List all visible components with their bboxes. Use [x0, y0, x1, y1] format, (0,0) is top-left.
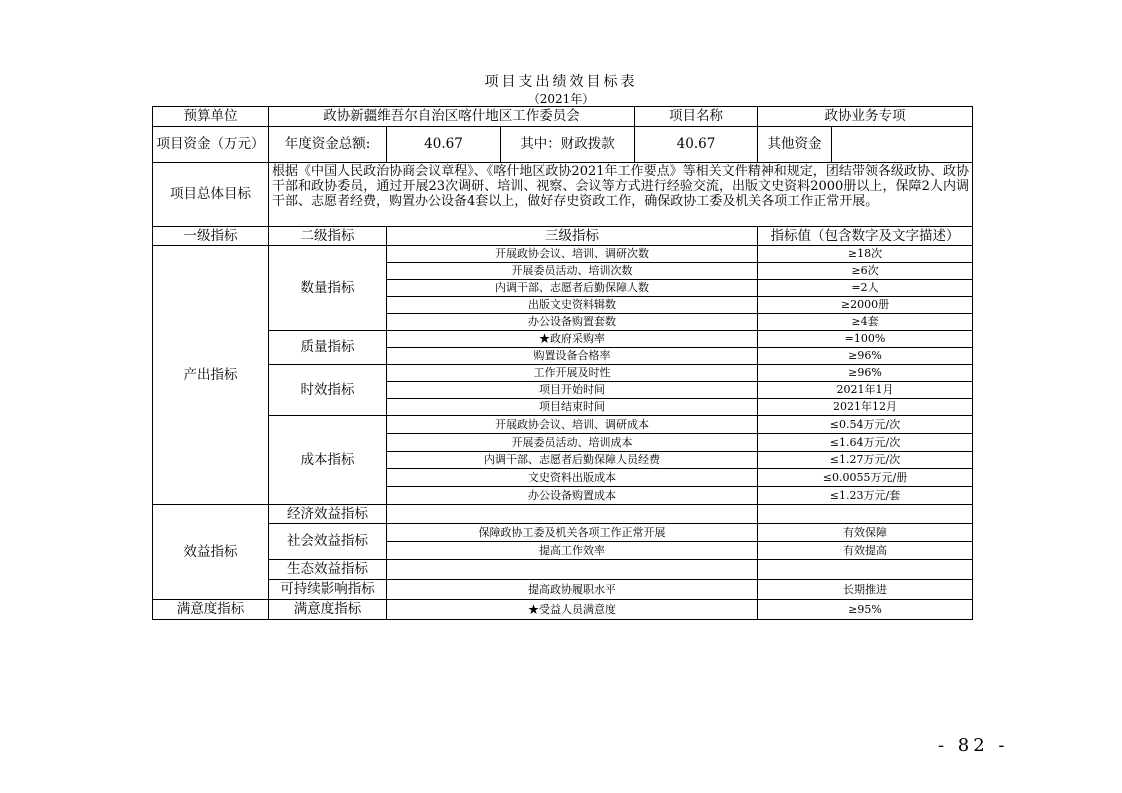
timeliness-indicator-label: 时效指标 [269, 365, 387, 416]
indicator-name: ★政府采购率 [387, 331, 758, 348]
indicator-value: 有效提高 [758, 542, 973, 560]
indicator-value: ≤0.0055万元/册 [758, 469, 973, 487]
indicator-name [387, 505, 758, 524]
overall-goal-text: 根据《中国人民政治协商会议章程》、《喀什地区政协2021年工作要点》等相关文件精神和规定，团结带领各级政协、政协干部和政协委员，通过开展23次调研、培训、视察、会议等方式进行经验交流，出版文史资料2000册以上，保障2人内调干部、志愿者经费，购置办公设备4套以上，做好存史资政工作，确保政协工委及机关各项工作正常开展。 [269, 163, 973, 227]
indicator-value: =2人 [758, 280, 973, 297]
document-title: 项目支出绩效目标表 [484, 74, 638, 90]
performance-table [152, 106, 973, 620]
indicator-value: ≤1.27万元/次 [758, 452, 973, 469]
indicator-name: 项目结束时间 [387, 399, 758, 416]
indicator-value: ≥95% [758, 600, 973, 620]
indicator-name: 提高工作效率 [387, 542, 758, 560]
indicator-value: ≥18次 [758, 246, 973, 263]
quantity-indicator-label: 数量指标 [269, 246, 387, 331]
satisfaction-sub-label: 满意度指标 [269, 600, 387, 620]
document-year: （2021年） [527, 92, 595, 106]
social-benefit-label: 社会效益指标 [269, 524, 387, 560]
fiscal-funds-label: 其中：财政拨款 [501, 127, 635, 163]
indicator-value: ≤1.64万元/次 [758, 434, 973, 452]
indicator-value: ≤1.23万元/套 [758, 487, 973, 505]
indicator-value: =100% [758, 331, 973, 348]
indicator-name: 项目开始时间 [387, 382, 758, 399]
ecological-benefit-label: 生态效益指标 [269, 560, 387, 580]
indicator-value: 长期推进 [758, 580, 973, 600]
col-level3: 三级指标 [387, 227, 758, 246]
project-name-value: 政协业务专项 [758, 107, 973, 127]
other-funds-value [832, 127, 973, 163]
indicator-value: ≥96% [758, 348, 973, 365]
indicator-name: 内调干部、志愿者后勤保障人员经费 [387, 452, 758, 469]
indicator-value: ≥2000册 [758, 297, 973, 314]
funds-label: 项目资金（万元） [153, 127, 269, 163]
page-number: - 82 - [938, 735, 1009, 756]
indicator-name: 文史资料出版成本 [387, 469, 758, 487]
indicator-name: 办公设备购置成本 [387, 487, 758, 505]
indicator-value: 2021年1月 [758, 382, 973, 399]
indicator-value [758, 505, 973, 524]
indicator-name: 保障政协工委及机关各项工作正常开展 [387, 524, 758, 542]
indicator-name: 提高政协履职水平 [387, 580, 758, 600]
indicator-value: 有效保障 [758, 524, 973, 542]
indicator-value: 2021年12月 [758, 399, 973, 416]
indicator-name: 开展委员活动、培训次数 [387, 263, 758, 280]
col-level1: 一级指标 [153, 227, 269, 246]
indicator-name: 开展委员活动、培训成本 [387, 434, 758, 452]
col-level2: 二级指标 [269, 227, 387, 246]
indicator-name: 出版文史资料辑数 [387, 297, 758, 314]
col-value: 指标值（包含数字及文字描述） [758, 227, 973, 246]
overall-goal-label: 项目总体目标 [153, 163, 269, 227]
cost-indicator-label: 成本指标 [269, 416, 387, 505]
annual-total-label: 年度资金总额: [269, 127, 387, 163]
sustainable-impact-label: 可持续影响指标 [269, 580, 387, 600]
benefit-indicator-label: 效益指标 [153, 505, 269, 600]
other-funds-label: 其他资金 [758, 127, 832, 163]
indicator-value: ≥4套 [758, 314, 973, 331]
indicator-name: 开展政协会议、培训、调研成本 [387, 416, 758, 434]
satisfaction-indicator-label: 满意度指标 [153, 600, 269, 620]
indicator-value [758, 560, 973, 580]
quality-indicator-label: 质量指标 [269, 331, 387, 365]
indicator-value: ≤0.54万元/次 [758, 416, 973, 434]
indicator-name: ★受益人员满意度 [387, 600, 758, 620]
indicator-name: 购置设备合格率 [387, 348, 758, 365]
economic-benefit-label: 经济效益指标 [269, 505, 387, 524]
indicator-name [387, 560, 758, 580]
budget-unit-value: 政协新疆维吾尔自治区喀什地区工作委员会 [269, 107, 635, 127]
indicator-name: 工作开展及时性 [387, 365, 758, 382]
indicator-name: 开展政协会议、培训、调研次数 [387, 246, 758, 263]
indicator-name: 内调干部、志愿者后勤保障人数 [387, 280, 758, 297]
fiscal-funds-value: 40.67 [635, 127, 758, 163]
indicator-name: 办公设备购置套数 [387, 314, 758, 331]
project-name-label: 项目名称 [635, 107, 758, 127]
budget-unit-label: 预算单位 [153, 107, 269, 127]
indicator-value: ≥96% [758, 365, 973, 382]
indicator-value: ≥6次 [758, 263, 973, 280]
output-indicator-label: 产出指标 [153, 246, 269, 505]
annual-total-value: 40.67 [387, 127, 501, 163]
